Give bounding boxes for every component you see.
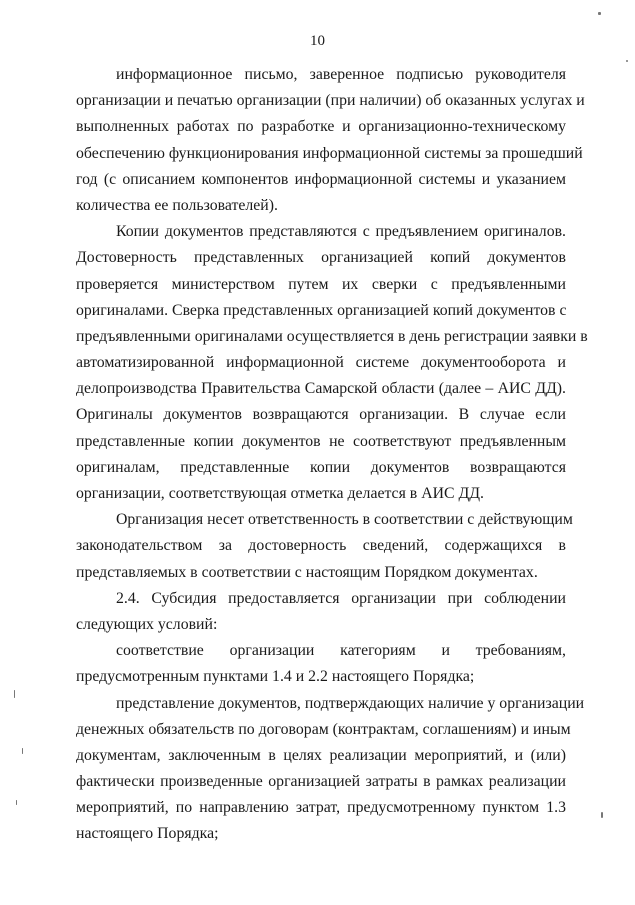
text-line: оригиналами. Сверка представленных организацией копий документов с [76,301,567,319]
document-body [76,62,588,848]
text-line: предъявленными оригиналами осуществляется в день регистрации заявки в [76,327,588,345]
paragraph [76,219,588,507]
text-line: Оригиналы документов возвращаются организации. В случае если [76,406,566,424]
scan-speck [16,800,17,805]
text-line: Организация несет ответственность в соответствии с действующим [116,511,573,529]
text-line: представленные копии документов не соответствуют предъявленным [76,432,566,450]
text-line: организации и печатью организации (при наличии) об оказанных услугах и [76,92,585,110]
text-line: выполненных работах по разработке и организационно-техническому [76,118,566,136]
text-line: предусмотренным пунктами 1.4 и 2.2 настоящего Порядка; [76,668,475,686]
text-line: представляемых в соответствии с настоящим Порядком документах. [76,563,538,581]
text-line: обеспечению функционирования информационной системы за прошедший [76,144,583,162]
text-line: мероприятий, по направлению затрат, предусмотренному пунктом 1.3 [76,799,566,817]
text-line: Достоверность представленных организацией копий документов [76,249,566,267]
text-line: денежных обязательств по договорам (контрактам, соглашениям) и иным [76,720,571,738]
text-line: документам, заключенным в целях реализации мероприятий, и (или) [76,746,566,764]
text-line: представление документов, подтверждающих наличие у организации [116,694,585,712]
text-line: законодательством за достоверность сведений, содержащихся в [76,537,566,555]
text-line: информационное письмо, заверенное подписью руководителя [116,66,566,83]
text-line: Копии документов представляются с предъявлением оригиналов. [116,223,566,241]
text-line: организации, соответствующая отметка делается в АИС ДД. [76,485,484,502]
paragraph [76,638,566,690]
text-line: следующих условий: [76,615,218,633]
scan-speck [626,60,628,62]
text-line: год (с описанием компонентов информационной системы и указанием [76,170,566,188]
scan-speck [14,690,15,698]
text-line: настоящего Порядка; [76,825,219,843]
paragraph [76,507,573,586]
text-line: делопроизводства Правительства Самарской области (далее – АИС ДД). [76,380,566,398]
text-line: количества ее пользователей). [76,196,278,214]
text-line: 2.4. Субсидия предоставляется организации при соблюдении [116,589,566,607]
page-number: 10 [310,33,325,49]
paragraph [76,691,585,848]
text-line: соответствие организации категориям и требованиям, [116,642,566,660]
paragraph [76,62,585,219]
text-line: оригиналам, представленные копии документов возвращаются [76,458,566,476]
paragraph [76,586,566,638]
text-line: автоматизированной информационной системе документооборота и [76,354,566,372]
scan-speck [598,12,601,15]
scan-speck [22,748,23,754]
text-line: проверяется министерством путем их сверки с предъявленными [76,275,566,293]
text-line: фактически произведенные организацией затраты в рамках реализации [76,773,566,791]
scan-speck [601,812,603,818]
